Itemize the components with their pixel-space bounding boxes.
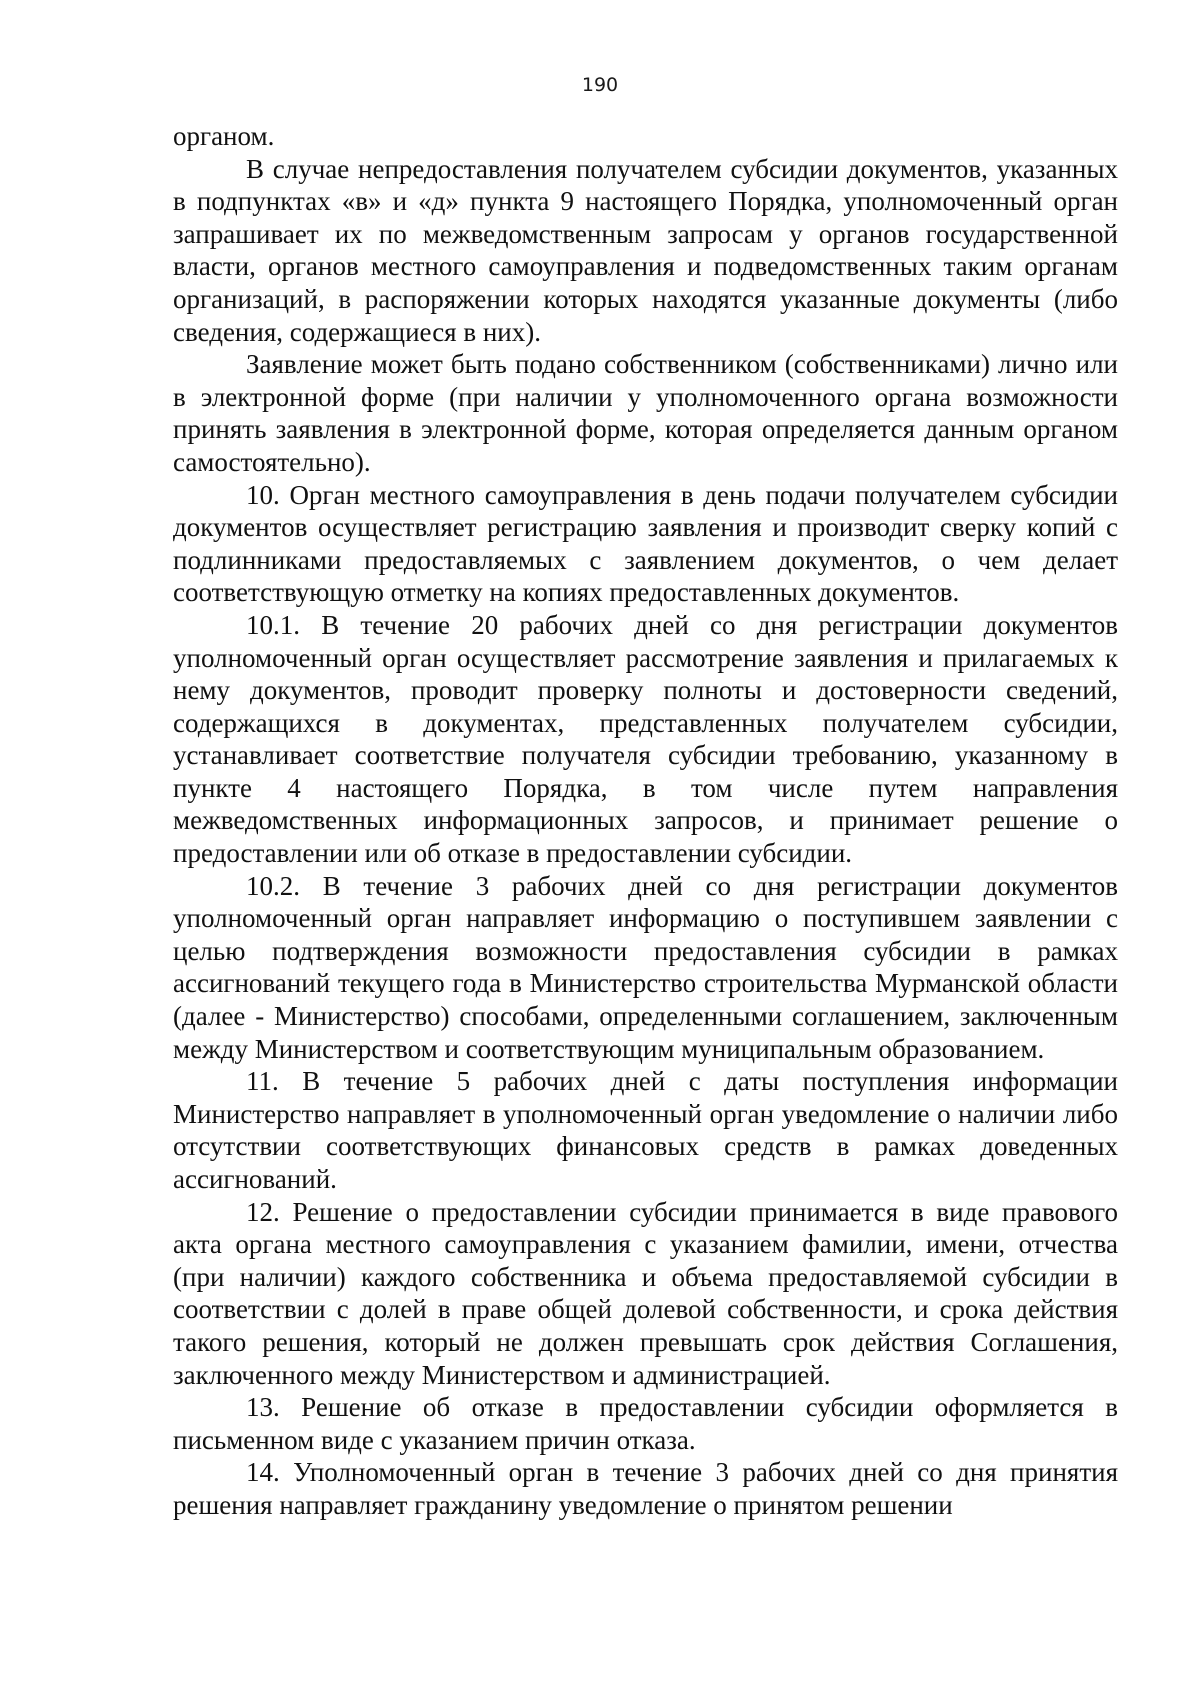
page-number: 190 <box>581 74 619 96</box>
paragraph: 10.1. В течение 20 рабочих дней со дня регистрации документов уполномоченный орган осуществляет рассмотрение заявления и прилагаемых к нему документов, проводит проверку полноты и достоверности сведений, содержащихся в документах, представленных получателем субсидии, устанавливает соответствие получателя субсидии требованию, указанному в пункте 4 настоящего Порядка, в том числе путем направления межведомственных информационных запросов, и принимает решение о предоставлении или об отказе в предоставлении субсидии. <box>173 609 1118 869</box>
paragraph: 14. Уполномоченный орган в течение 3 рабочих дней со дня принятия решения направляет гражданину уведомление о принятом решении <box>173 1457 1118 1520</box>
paragraph: 11. В течение 5 рабочих дней с даты поступления информации Министерство направляет в уполномоченный орган уведомление о наличии либо отсутствии соответствующих финансовых средств в рамках доведенных ассигнований. <box>173 1066 1118 1194</box>
paragraph: 12. Решение о предоставлении субсидии принимается в виде правового акта органа местного самоуправления с указанием фамилии, имени, отчества (при наличии) каждого собственника и объема предоставляемой субсидии в соответствии с долей в праве общей долевой собственности, и срока действия такого решения, который не должен превышать срок действия Соглашения, заключенного между Министерством и администрацией. <box>173 1196 1118 1390</box>
paragraph: 10. Орган местного самоуправления в день подачи получателем субсидии документов осуществляет регистрацию заявления и производит сверку копий с подлинниками предоставляемых с заявлением документов, о чем делает соответствующую отметку на копиях предоставленных документов. <box>173 479 1118 608</box>
paragraph: 10.2. В течение 3 рабочих дней со дня регистрации документов уполномоченный орган направляет информацию о поступившем заявлении с целью подтверждения возможности предоставления субсидии в рамках ассигнований текущего года в Министерство строительства Мурманской области (далее - Министерство) способами, определенными соглашением, заключенным между Министерством и соответствующим муниципальным образованием. <box>173 870 1118 1064</box>
paragraph: 13. Решение об отказе в предоставлении субсидии оформляется в письменном виде с указанием причин отказа. <box>173 1392 1118 1455</box>
document-body <box>173 120 1118 1522</box>
paragraph: Заявление может быть подано собственником (собственниками) лично или в электронной форме (при наличии у уполномоченного органа возможности принять заявления в электронной форме, которая определяется данным органом самостоятельно). <box>173 349 1118 477</box>
paragraph: органом. <box>173 121 275 151</box>
paragraph: В случае непредоставления получателем субсидии документов, указанных в подпунктах «в» и «д» пункта 9 настоящего Порядка, уполномоченный орган запрашивает их по межведомственным запросам у органов государственной власти, органов местного самоуправления и подведомственных таким органам организаций, в распоряжении которых находятся указанные документы (либо сведения, содержащиеся в них). <box>173 153 1118 347</box>
